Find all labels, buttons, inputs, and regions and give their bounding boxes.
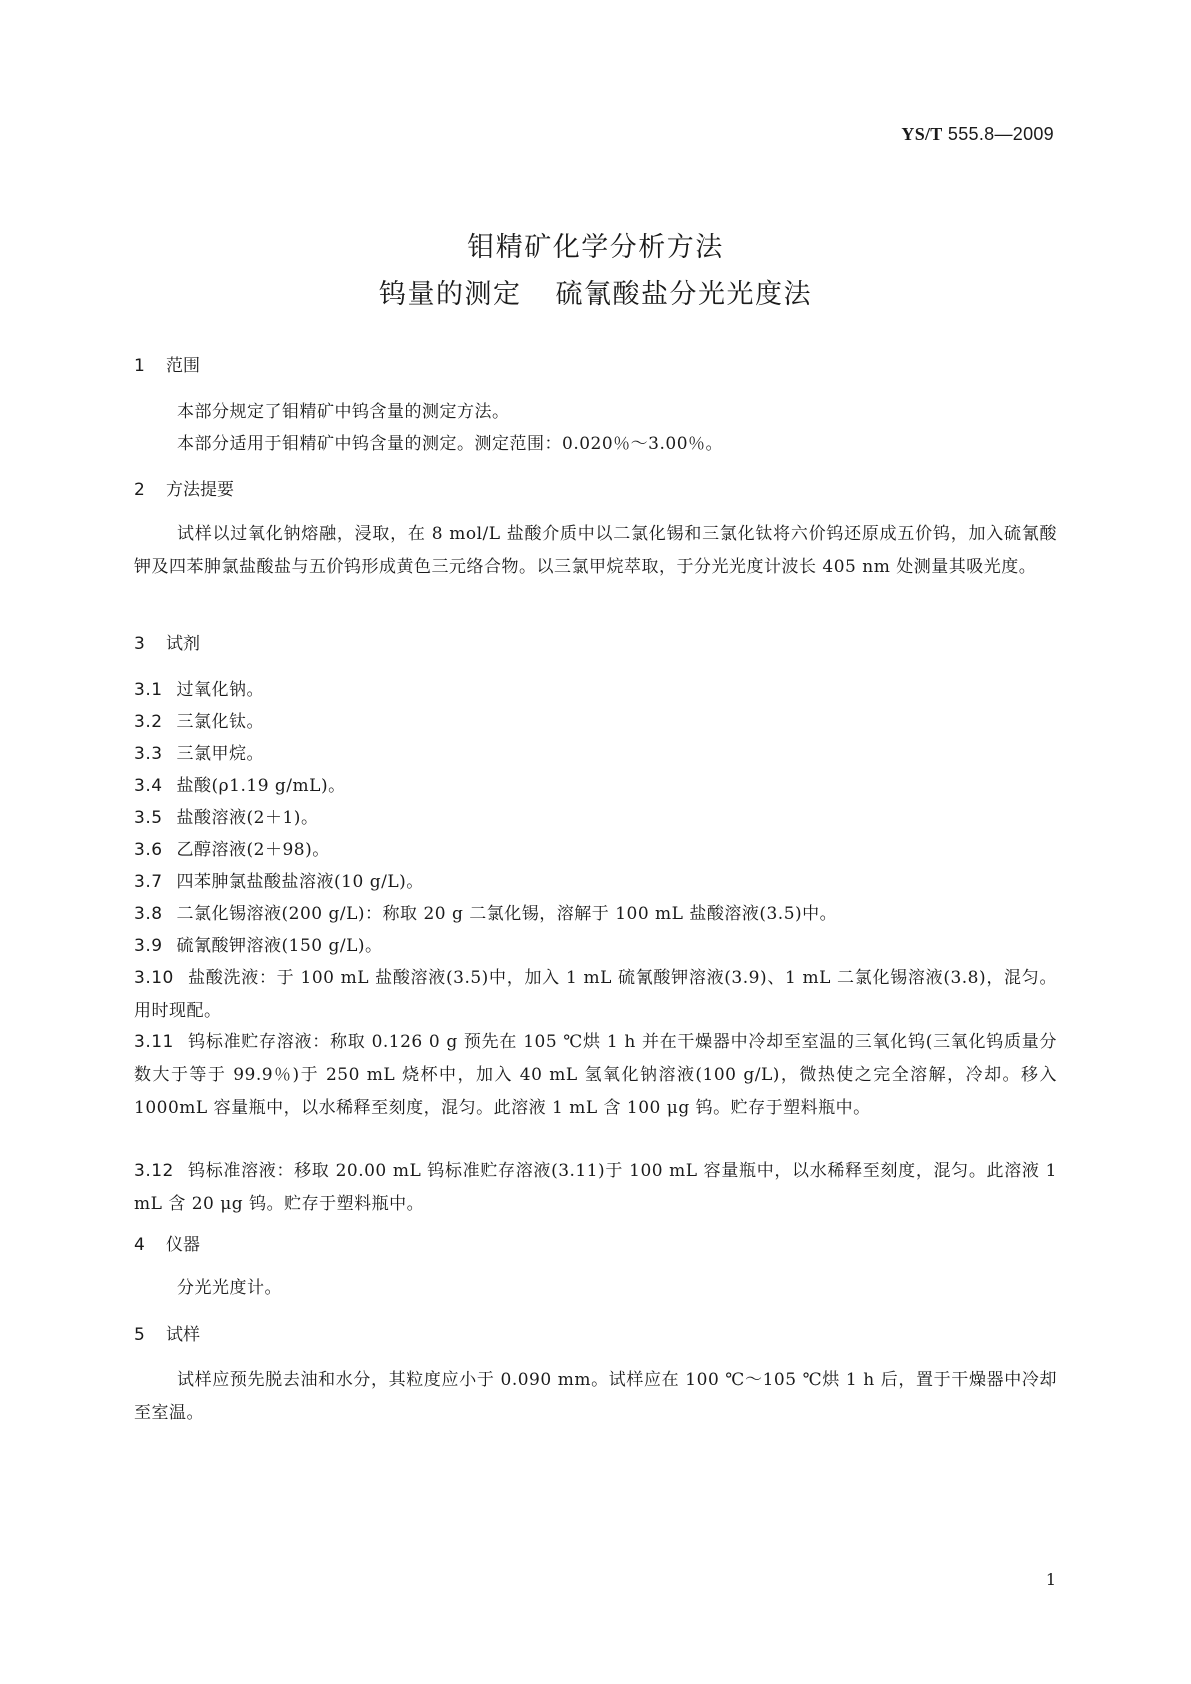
reagent-text: 过氧化钠。 xyxy=(176,680,265,700)
document-subtitle-part-2: 硫氰酸盐分光光度法 xyxy=(555,279,812,310)
reagent-text: 三氯甲烷。 xyxy=(176,744,265,764)
document-title-line-2 xyxy=(0,281,1191,308)
reagent-number: 3.11 xyxy=(134,1032,174,1052)
reagent-number: 3.9 xyxy=(134,936,163,956)
reagent-number: 3.3 xyxy=(134,744,163,764)
reagent-text: 三氯化钛。 xyxy=(176,712,265,732)
section-heading-apparatus xyxy=(134,1237,200,1254)
reagent-item xyxy=(134,738,1057,771)
section-number: 3 xyxy=(134,634,145,654)
reagent-item xyxy=(134,706,1057,739)
reagent-item xyxy=(134,866,1057,899)
reagent-item xyxy=(134,1155,1057,1221)
section-number: 4 xyxy=(134,1235,145,1255)
reagent-item xyxy=(134,770,1057,803)
sample-paragraph: 试样应预先脱去油和水分，其粒度应小于 0.090 mm。试样应在 100 ℃～105 ℃烘 1 h 后，置于干燥器中冷却至室温。 xyxy=(134,1370,1057,1423)
reagent-text: 盐酸洗液：于 100 mL 盐酸溶液(3.5)中，加入 1 mL 硫氰酸钾溶液(3.9)、1 mL 二氯化锡溶液(3.8)，混匀。用时现配。 xyxy=(134,968,1057,1021)
reagent-text: 四苯胂氯盐酸盐溶液(10 g/L)。 xyxy=(176,872,424,892)
section-title: 试样 xyxy=(166,1325,200,1345)
reagent-text: 盐酸(ρ1.19 g/mL)。 xyxy=(176,776,346,796)
reagent-number: 3.6 xyxy=(134,840,163,860)
reagent-number: 3.2 xyxy=(134,712,163,732)
reagent-number: 3.5 xyxy=(134,808,163,828)
reagent-number: 3.7 xyxy=(134,872,163,892)
apparatus-paragraph: 分光光度计。 xyxy=(177,1278,282,1298)
standard-code-prefix: YS/T xyxy=(901,124,943,144)
reagent-item xyxy=(134,930,1057,963)
reagent-item xyxy=(134,802,1057,835)
section-title: 仪器 xyxy=(166,1235,200,1255)
section-title: 范围 xyxy=(166,356,200,376)
document-subtitle-part-1: 钨量的测定 xyxy=(379,279,522,310)
reagent-text: 盐酸溶液(2＋1)。 xyxy=(176,808,319,828)
document-title-line-1: 钼精矿化学分析方法 xyxy=(467,232,724,263)
section-heading-sample xyxy=(134,1327,200,1344)
section-number: 5 xyxy=(134,1325,145,1345)
method-summary-paragraph: 试样以过氧化钠熔融，浸取，在 8 mol/L 盐酸介质中以二氯化锡和三氯化钛将六价钨还原成五价钨，加入硫氰酸钾及四苯胂氯盐酸盐与五价钨形成黄色三元络合物。以三氯甲烷萃取，于分光光度计波长 405 nm 处测量其吸光度。 xyxy=(134,524,1057,577)
reagent-item xyxy=(134,962,1057,1028)
reagent-text: 钨标准溶液：移取 20.00 mL 钨标准贮存溶液(3.11)于 100 mL 容量瓶中，以水稀释至刻度，混匀。此溶液 1 mL 含 20 μg 钨。贮存于塑料瓶中。 xyxy=(134,1161,1057,1214)
reagent-item xyxy=(134,674,1057,707)
standard-code-number: 555.8—2009 xyxy=(942,124,1054,144)
reagent-item xyxy=(134,834,1057,867)
standard-code xyxy=(901,124,1054,145)
section-number: 1 xyxy=(134,356,145,376)
reagent-item xyxy=(134,898,1057,931)
reagent-text: 硫氰酸钾溶液(150 g/L)。 xyxy=(176,936,383,956)
section-number: 2 xyxy=(134,480,145,500)
reagent-number: 3.12 xyxy=(134,1161,174,1181)
section-title: 方法提要 xyxy=(166,480,234,500)
page-number: 1 xyxy=(1045,1570,1056,1589)
reagent-number: 3.8 xyxy=(134,904,163,924)
reagent-number: 3.4 xyxy=(134,776,163,796)
scope-paragraph-1: 本部分规定了钼精矿中钨含量的测定方法。 xyxy=(177,402,510,422)
section-title: 试剂 xyxy=(166,634,200,654)
reagent-text: 钨标准贮存溶液：称取 0.126 0 g 预先在 105 ℃烘 1 h 并在干燥器中冷却至室温的三氧化钨(三氧化钨质量分数大于等于 99.9％)于 250 mL 烧杯中，加入 40 mL 氢氧化钠溶液(100 g/L)，微热使之完全溶解，冷却。移入 1000mL 容量瓶中，以水稀释至刻度，混匀。此溶液 1 mL 含 100 μg 钨。贮存于塑料瓶中。 xyxy=(134,1032,1057,1118)
reagent-number: 3.1 xyxy=(134,680,163,700)
reagent-text: 二氯化锡溶液(200 g/L)：称取 20 g 二氯化锡，溶解于 100 mL 盐酸溶液(3.5)中。 xyxy=(176,904,838,924)
scope-paragraph-2: 本部分适用于钼精矿中钨含量的测定。测定范围：0.020％～3.00％。 xyxy=(177,434,724,454)
reagent-number: 3.10 xyxy=(134,968,174,988)
section-heading-scope xyxy=(134,358,200,375)
reagent-text: 乙醇溶液(2＋98)。 xyxy=(176,840,330,860)
section-heading-reagents xyxy=(134,636,200,653)
section-heading-method-summary xyxy=(134,482,234,499)
reagent-item xyxy=(134,1026,1057,1125)
